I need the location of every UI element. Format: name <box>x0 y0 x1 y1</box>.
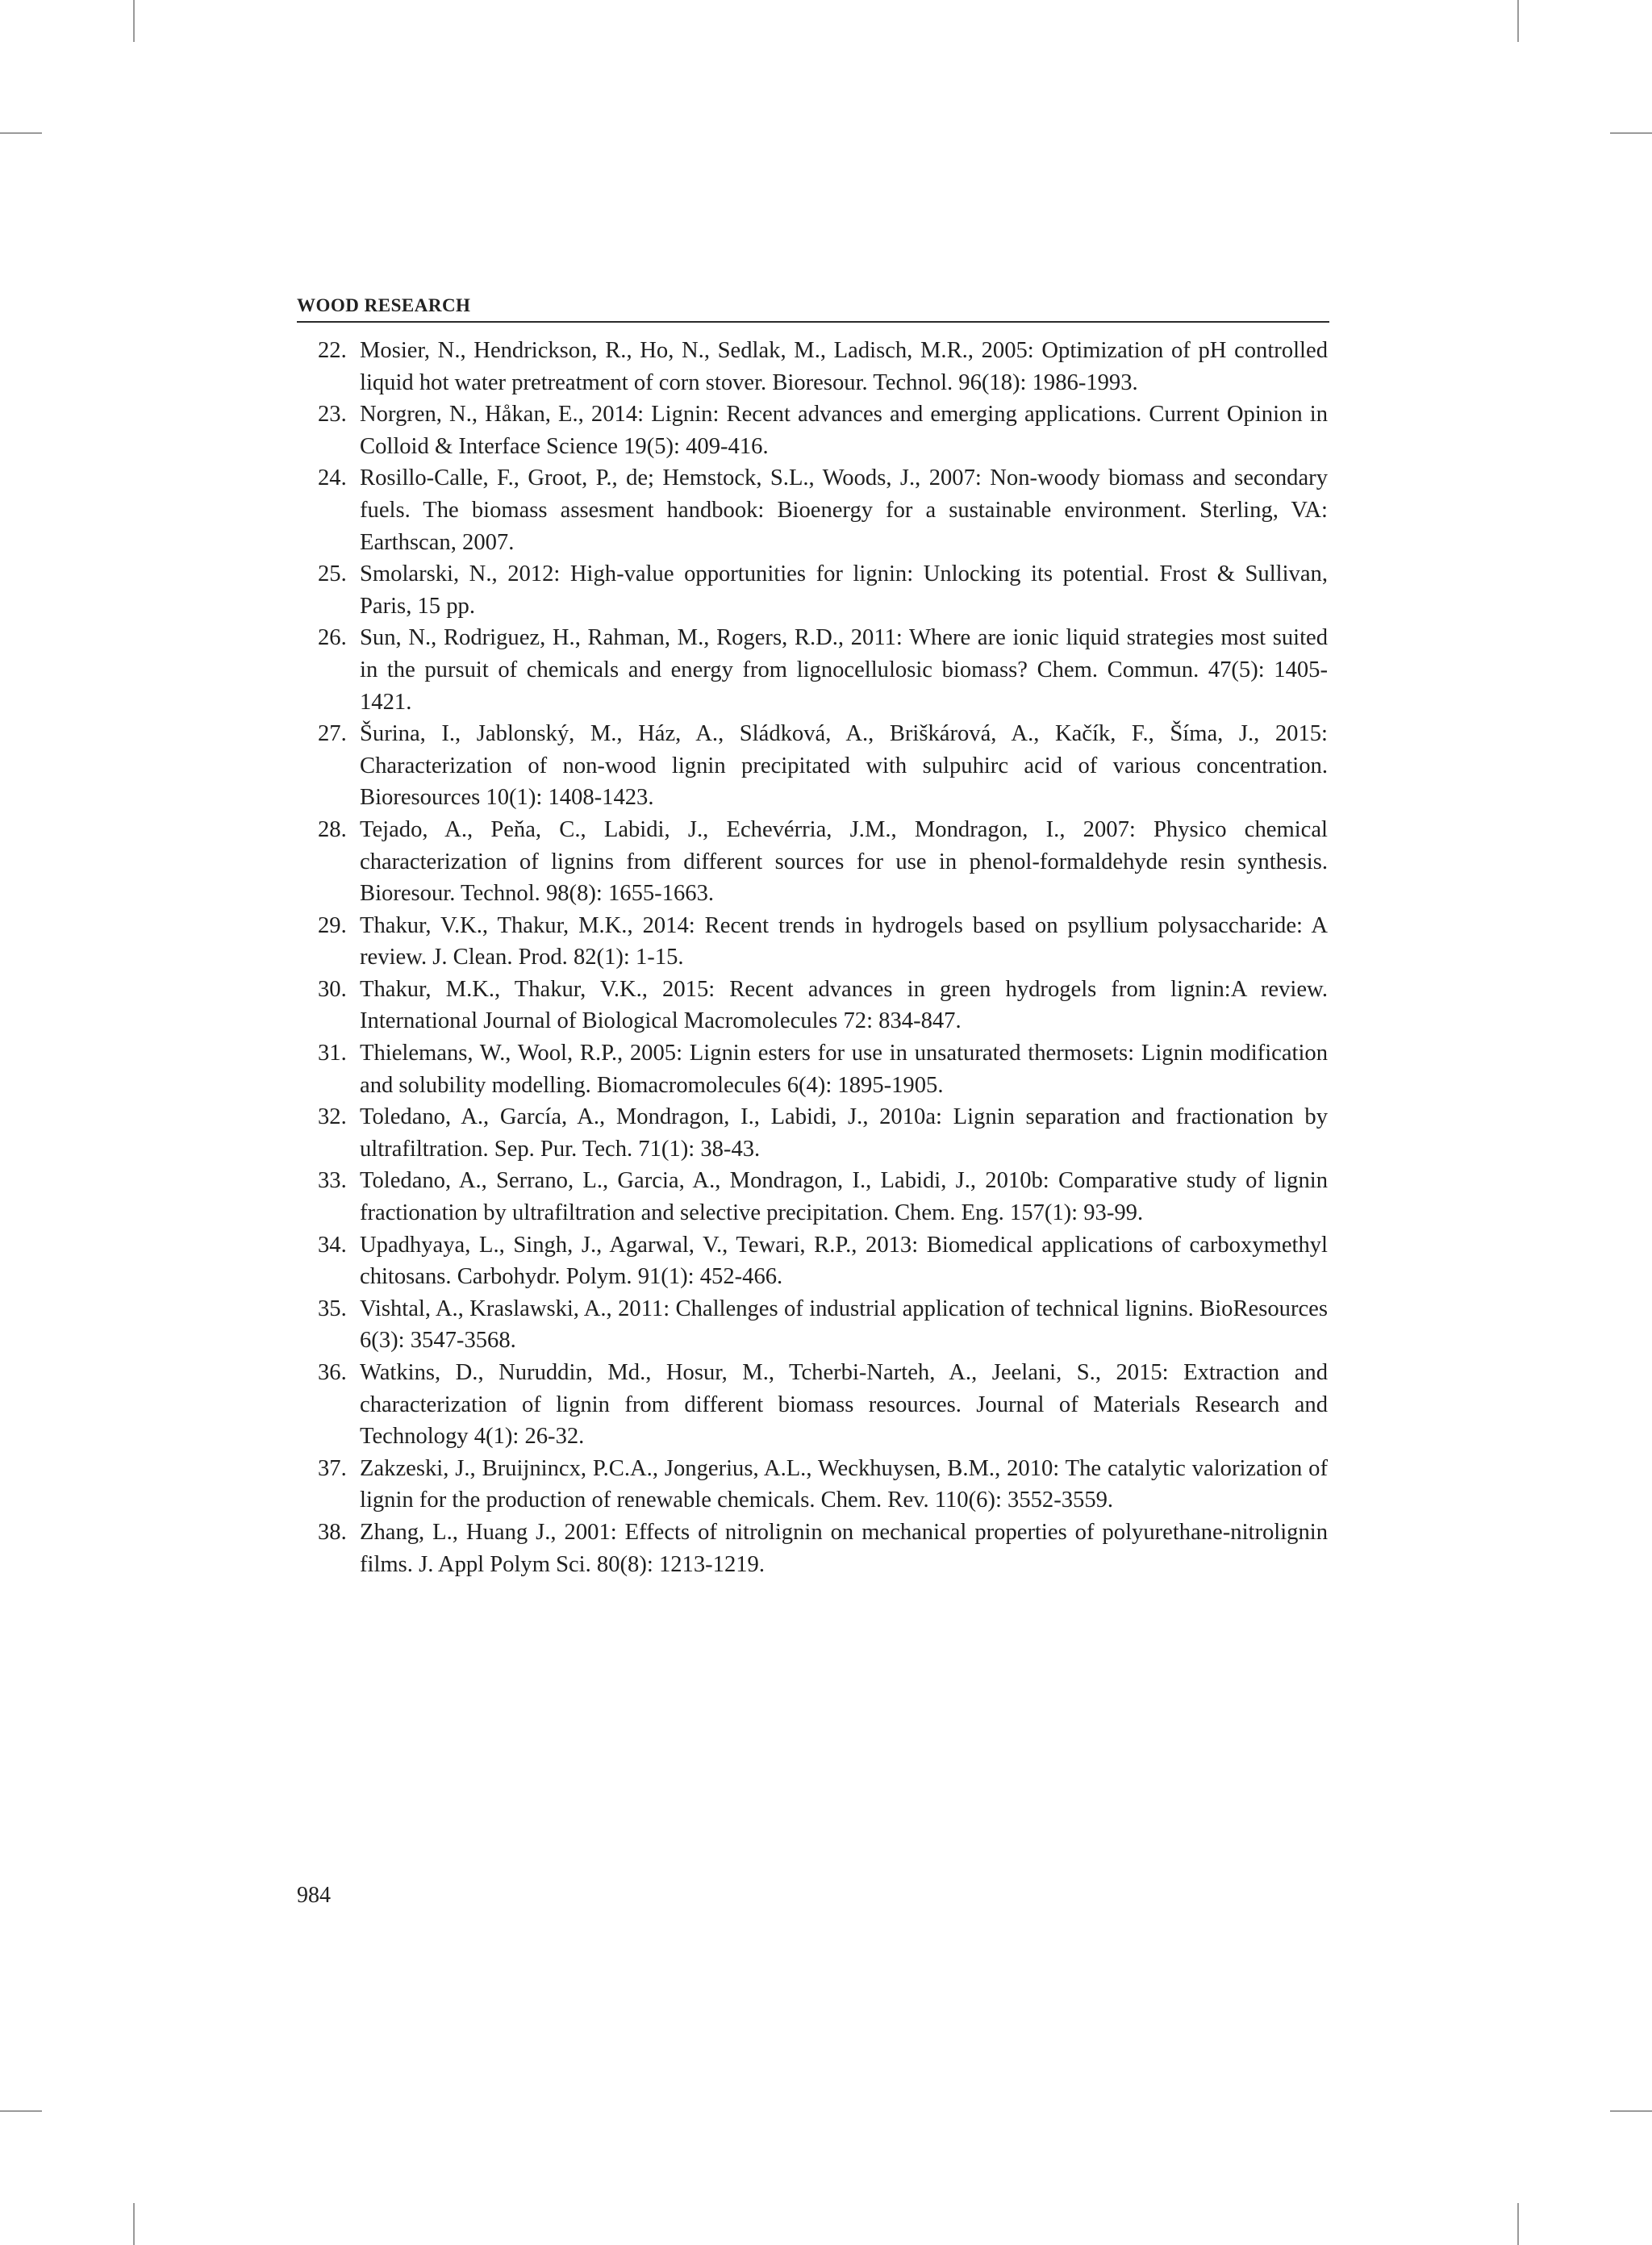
reference-number: 28. <box>318 816 347 842</box>
reference-item <box>318 558 1328 622</box>
reference-item <box>318 1293 1328 1357</box>
reference-number: 27. <box>318 721 347 747</box>
reference-item <box>318 335 1328 399</box>
journal-title: WOOD RESEARCH <box>297 295 471 315</box>
crop-mark <box>1517 0 1519 42</box>
reference-item <box>318 974 1328 1037</box>
reference-item <box>318 622 1328 718</box>
reference-item <box>318 1165 1328 1229</box>
reference-item <box>318 1101 1328 1165</box>
crop-mark <box>0 132 42 134</box>
reference-item <box>318 814 1328 910</box>
reference-text: Thakur, V.K., Thakur, M.K., 2014: Recent trends in hydrogels based on psyllium polysaccharide: A review. J. Clean. Prod. 82(1): 1-15. <box>360 912 1328 970</box>
reference-text: Smolarski, N., 2012: High-value opportunities for lignin: Unlocking its potential. Frost & Sullivan, Paris, 15 pp. <box>360 561 1328 619</box>
reference-item <box>318 1037 1328 1101</box>
reference-text: Vishtal, A., Kraslawski, A., 2011: Challenges of industrial application of technical lignins. BioResources 6(3): 3547-3568. <box>360 1296 1328 1354</box>
reference-number: 31. <box>318 1041 347 1066</box>
reference-number: 37. <box>318 1455 347 1481</box>
reference-number: 26. <box>318 625 347 651</box>
reference-text: Norgren, N., Håkan, E., 2014: Lignin: Recent advances and emerging applications. Current Opinion in Colloid & Interface Science 19(5): 409-416. <box>360 402 1328 459</box>
reference-item <box>318 399 1328 462</box>
crop-mark <box>133 0 135 42</box>
reference-number: 23. <box>318 402 347 428</box>
reference-number: 35. <box>318 1296 347 1321</box>
reference-text: Mosier, N., Hendrickson, R., Ho, N., Sedlak, M., Ladisch, M.R., 2005: Optimization of pH controlled liquid hot water pretreatment of corn stover. Bioresour. Technol. 96(18): 1986-1993. <box>360 338 1328 395</box>
reference-number: 33. <box>318 1168 347 1194</box>
crop-mark <box>1517 2203 1519 2245</box>
reference-item <box>318 1453 1328 1517</box>
crop-mark <box>0 2110 42 2112</box>
reference-text: Toledano, A., García, A., Mondragon, I., Labidi, J., 2010a: Lignin separation and fractionation by ultrafiltration. Sep. Pur. Tech. 71(1): 38-43. <box>360 1104 1328 1162</box>
crop-mark <box>1610 2110 1652 2112</box>
reference-item <box>318 910 1328 974</box>
reference-text: Tejado, A., Peňa, C., Labidi, J., Echevérria, J.M., Mondragon, I., 2007: Physico chemical characterization of lignins from different sources for use in phenol-formaldehyde resin synthesis. Bioresour. Technol. 98(8): 1655-1663. <box>360 816 1328 907</box>
reference-item <box>318 1517 1328 1580</box>
reference-number: 36. <box>318 1360 347 1385</box>
reference-list <box>318 335 1328 1580</box>
reference-text: Upadhyaya, L., Singh, J., Agarwal, V., Tewari, R.P., 2013: Biomedical applications of carboxymethyl chitosans. Carbohydr. Polym. 91(1): 452-466. <box>360 1232 1328 1290</box>
reference-number: 22. <box>318 338 347 363</box>
reference-item <box>318 1357 1328 1453</box>
reference-text: Sun, N., Rodriguez, H., Rahman, M., Rogers, R.D., 2011: Where are ionic liquid strategies most suited in the pursuit of chemicals and energy from lignocellulosic biomass? Chem. Commun. 47(5): 1405-1421. <box>360 625 1328 715</box>
reference-text: Thielemans, W., Wool, R.P., 2005: Lignin esters for use in unsaturated thermosets: Lignin modification and solubility modelling. Biomacromolecules 6(4): 1895-1905. <box>360 1041 1328 1098</box>
crop-mark <box>133 2203 135 2245</box>
reference-text: Thakur, M.K., Thakur, V.K., 2015: Recent advances in green hydrogels from lignin:A review. International Journal of Biological Macromolecules 72: 834-847. <box>360 976 1328 1034</box>
reference-number: 34. <box>318 1232 347 1258</box>
reference-item <box>318 462 1328 558</box>
reference-number: 38. <box>318 1519 347 1545</box>
reference-item <box>318 1229 1328 1293</box>
running-header <box>297 292 1329 323</box>
reference-number: 29. <box>318 912 347 938</box>
reference-text: Toledano, A., Serrano, L., Garcia, A., Mondragon, I., Labidi, J., 2010b: Comparative study of lignin fractionation by ultrafiltration and selective precipitation. Chem. Eng. 157(1): 93-99. <box>360 1168 1328 1226</box>
reference-text: Watkins, D., Nuruddin, Md., Hosur, M., Tcherbi-Narteh, A., Jeelani, S., 2015: Extraction and characterization of lignin from different biomass resources. Journal of Materials Research and Technology 4(1): 26-32. <box>360 1360 1328 1450</box>
page-number: 984 <box>297 1883 331 1908</box>
reference-text: Rosillo-Calle, F., Groot, P., de; Hemstock, S.L., Woods, J., 2007: Non-woody biomass and secondary fuels. The biomass assesment handbook: Bioenergy for a sustainable environment. Sterling, VA: Earthscan, 2007. <box>360 465 1328 555</box>
reference-number: 25. <box>318 561 347 587</box>
reference-item <box>318 718 1328 814</box>
reference-number: 32. <box>318 1104 347 1130</box>
reference-number: 30. <box>318 976 347 1002</box>
reference-text: Zakzeski, J., Bruijnincx, P.C.A., Jongerius, A.L., Weckhuysen, B.M., 2010: The catalytic valorization of lignin for the production of renewable chemicals. Chem. Rev. 110(6): 3552-3559. <box>360 1455 1328 1513</box>
reference-number: 24. <box>318 465 347 491</box>
reference-text: Šurina, I., Jablonský, M., Ház, A., Sládková, A., Briškárová, A., Kačík, F., Šíma, J., 2015: Characterization of non-wood lignin precipitated with sulpuhirc acid of various concentration. Bioresources 10(1): 1408-1423. <box>360 721 1328 811</box>
reference-text: Zhang, L., Huang J., 2001: Effects of nitrolignin on mechanical properties of polyurethane-nitrolignin films. J. Appl Polym Sci. 80(8): 1213-1219. <box>360 1519 1328 1577</box>
crop-mark <box>1610 132 1652 134</box>
